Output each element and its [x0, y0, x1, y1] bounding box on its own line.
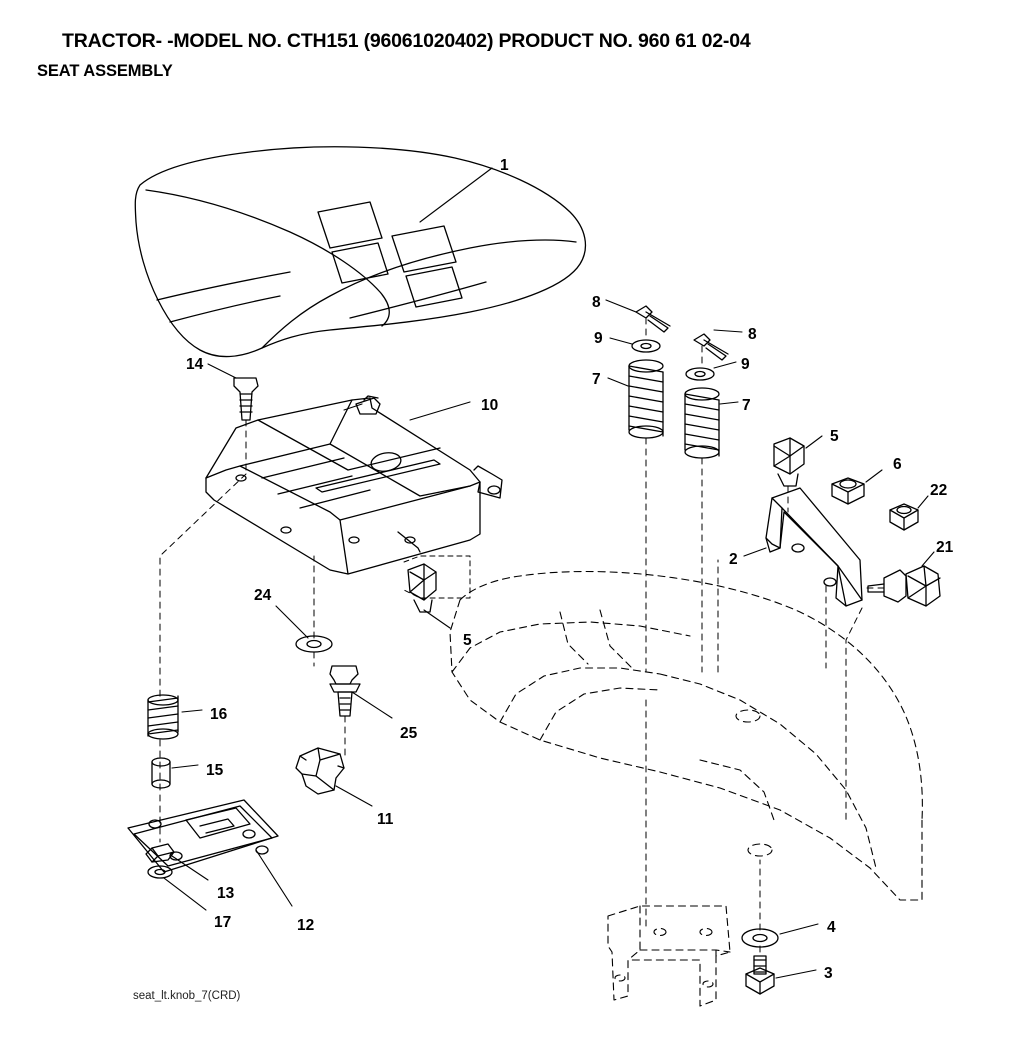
part-2-bracket: [766, 488, 862, 606]
callout-number: 8: [748, 326, 757, 343]
callout-number: 17: [214, 914, 232, 931]
page-title: TRACTOR- -MODEL NO. CTH151 (96061020402) PRODUCT NO. 960 61 02-04: [62, 30, 751, 52]
part-8-bolt-right: [694, 334, 728, 360]
callout-number: 9: [741, 356, 750, 373]
callout-number: 24: [254, 587, 272, 604]
callout-number: 7: [742, 397, 751, 414]
callout-number: 15: [206, 762, 224, 779]
part-9-washer-right: [686, 368, 714, 380]
part-7-spring-right: [685, 388, 719, 458]
callout-number: 1: [500, 157, 509, 174]
callout-number: 14: [186, 356, 204, 373]
callout-number: 8: [592, 294, 601, 311]
callout-number: 10: [481, 397, 499, 414]
callout-number: 13: [217, 885, 235, 902]
part-22-locknut: [890, 504, 918, 530]
page-subtitle: SEAT ASSEMBLY: [37, 62, 173, 80]
callout-number: 11: [377, 811, 394, 828]
part-14-bolt: [234, 378, 258, 420]
callout-number: 6: [893, 456, 902, 473]
callout-number: 25: [400, 725, 418, 742]
callout-number: 3: [824, 965, 833, 982]
callout-number: 5: [463, 632, 472, 649]
callout-number: 2: [729, 551, 738, 568]
part-11-knob: [296, 748, 344, 794]
part-6-nut: [832, 478, 864, 504]
callout-number: 7: [592, 371, 601, 388]
callout-number: 21: [936, 539, 954, 556]
part-3-bolt: [746, 956, 774, 994]
callout-number: 22: [930, 482, 948, 499]
part-12-plate: [128, 800, 278, 872]
part-16-spring: [148, 695, 178, 739]
part-8-bolt-left: [636, 306, 670, 332]
part-15-spacer: [152, 758, 170, 788]
part-fender-phantom: [450, 572, 922, 901]
part-seat: [135, 147, 585, 357]
callout-number: 12: [297, 917, 315, 934]
drawing-reference-code: seat_lt.knob_7(CRD): [133, 990, 241, 1002]
part-seat-pan: [206, 396, 502, 574]
part-4-washer: [742, 929, 778, 947]
part-21-knob-bolt: [868, 566, 940, 606]
callout-number: 9: [594, 330, 603, 347]
part-lower-bracket-phantom: [608, 906, 730, 1006]
part-7-spring-left: [629, 360, 663, 438]
callout-number: 5: [830, 428, 839, 445]
callout-number: 4: [827, 919, 836, 936]
part-5-clamp-right: [774, 438, 804, 486]
part-25-bolt: [330, 666, 360, 716]
part-5-clamp-left: [408, 564, 436, 612]
callout-number: 16: [210, 706, 228, 723]
part-9-washer-left: [632, 340, 660, 352]
